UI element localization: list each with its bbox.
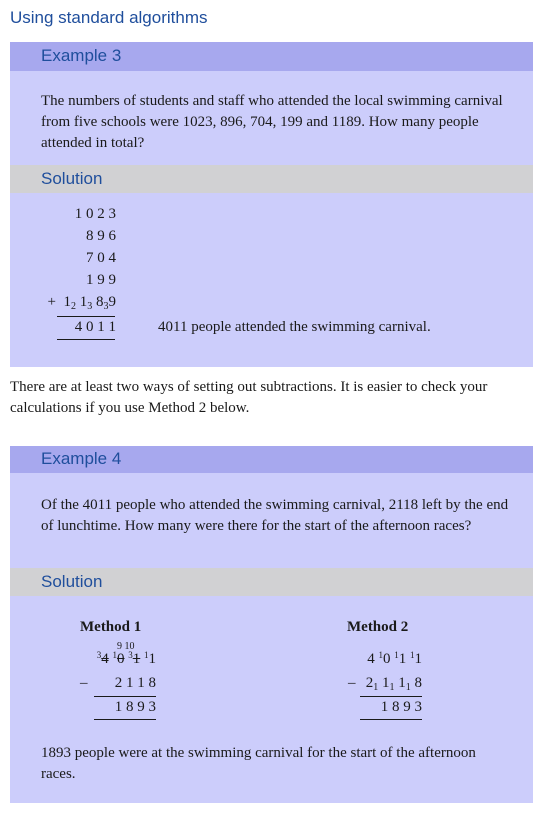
sum-bottom-line: [57, 339, 115, 340]
digit: 9: [108, 294, 116, 310]
carry-digit: 3: [103, 301, 109, 312]
section-title: Using standard algorithms: [10, 8, 208, 27]
example-3-box: [10, 42, 533, 367]
pay-back-digit: 1: [405, 682, 411, 693]
minus-sign: –: [348, 675, 356, 691]
transition-paragraph: There are at least two ways of setting out subtractions. It is easier to check your calculations if you use Method 2 below.: [10, 379, 488, 416]
example-4-heading: Example 4: [41, 449, 122, 468]
method-1-bottom-line: [94, 719, 156, 720]
digit: 1: [382, 675, 390, 691]
method-1-line: [94, 696, 156, 697]
method-1-result: 1 8 9 3: [114, 699, 156, 715]
addend-row-with-carries: [48, 294, 116, 312]
borrow-digit: 1: [394, 650, 399, 660]
method-1-minuend: [97, 650, 156, 668]
pay-back-digit: 1: [389, 682, 395, 693]
pay-back-digit: 1: [373, 682, 379, 693]
example-4-answer: 1893 people were at the swimming carnival for the start of the afternoon races.: [41, 745, 476, 782]
solution-heading: Solution: [41, 169, 103, 188]
digit: 1: [398, 651, 407, 667]
borrow-digit: 3: [128, 650, 133, 660]
sum-top-line: [57, 316, 115, 317]
carry-digit: 3: [87, 301, 93, 312]
addend-row: 1 0 2 3: [74, 206, 116, 222]
digit: 1: [79, 294, 88, 310]
method-2-label: Method 2: [347, 619, 409, 635]
borrow-digit: 1: [410, 650, 415, 660]
crossed-digit: 1: [132, 651, 141, 667]
digit: 8: [96, 294, 104, 310]
example-4-question: Of the 4011 people who attended the swimming carnival, 2118 left by the end of lunchtime. How many were there for the start of the afternoon races?: [41, 497, 509, 534]
crossed-digit: 0: [117, 651, 125, 667]
example-4-header: [10, 446, 533, 473]
minus-sign: –: [80, 675, 88, 691]
plus-sign: +: [47, 294, 56, 310]
digit: 1: [148, 651, 156, 667]
digit: 0: [383, 651, 391, 667]
method-2-subtrahend: [366, 675, 422, 693]
digit: 4: [367, 651, 375, 667]
method-1-subtrahend: 2 1 1 8: [114, 675, 156, 691]
example-3-answer: 4011 people attended the swimming carnival.: [158, 319, 431, 335]
example-4-box: [10, 446, 533, 803]
method-1-borrow-digits: 9 10: [117, 641, 135, 652]
solution-header: [10, 568, 533, 596]
example-3-heading: Example 3: [41, 46, 122, 65]
addend-row: 8 9 6: [86, 228, 116, 244]
carry-digit: 2: [71, 301, 76, 312]
addend-row: 1 9 9: [86, 272, 116, 288]
borrow-digit: 1: [112, 650, 117, 660]
digit: 1: [63, 294, 71, 310]
digit: 2: [365, 675, 374, 691]
method-1-label: Method 1: [80, 619, 142, 635]
method-2-result: 1 8 9 3: [380, 699, 422, 715]
solution-heading: Solution: [41, 572, 103, 591]
digit: 1: [398, 675, 406, 691]
digit: 1: [414, 651, 422, 667]
crossed-digit: 4: [101, 651, 109, 667]
method-2-minuend: [367, 650, 422, 668]
borrow-digit: 1: [144, 650, 149, 660]
digit: 8: [414, 675, 422, 691]
example-3-question: The numbers of students and staff who attended the local swimming carnival from five schools were 1023, 896, 704, 199 and 1189. How many people attended in total?: [41, 93, 503, 151]
example-3-header: [10, 42, 533, 71]
method-2-line: [360, 696, 422, 697]
method-2-bottom-line: [360, 719, 422, 720]
sum-result: 4 0 1 1: [74, 319, 116, 335]
addend-row: 7 0 4: [86, 250, 116, 266]
solution-header: [10, 165, 533, 193]
borrow-digit: 1: [378, 650, 383, 660]
borrow-digit: 3: [96, 650, 102, 660]
